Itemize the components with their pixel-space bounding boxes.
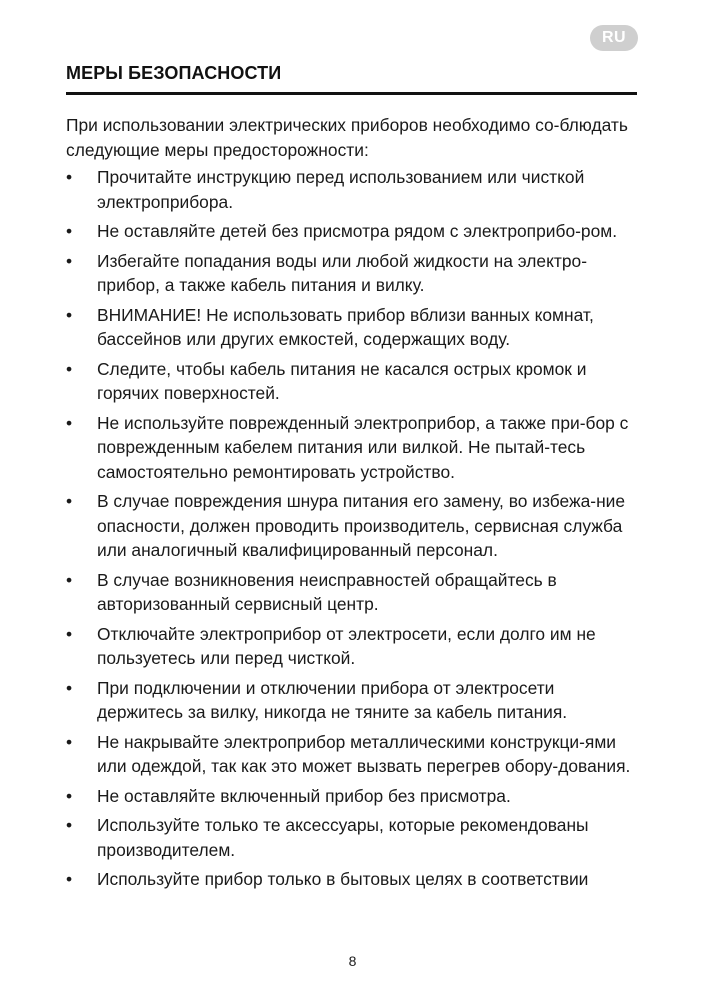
list-item-text: Не используйте поврежденный электроприбор, а также при-бор с поврежденным кабелем питания или вилкой. Не пытай-тесь самостоятельно ремонтировать устройство.: [97, 412, 629, 482]
bullet-icon: •: [66, 677, 73, 698]
list-item: [66, 489, 637, 563]
list-item: [66, 303, 637, 352]
list-item-text: Не оставляйте детей без присмотра рядом с электроприбо-ром.: [97, 221, 618, 241]
bullet-icon: •: [66, 221, 73, 241]
list-item: [66, 357, 637, 406]
bullet-icon: •: [66, 412, 73, 433]
bullet-icon: •: [66, 785, 73, 806]
list-item: [66, 219, 637, 244]
page-title: МЕРЫ БЕЗОПАСНОСТИ: [66, 63, 282, 83]
list-item-text: Используйте прибор только в бытовых целях в соответствии: [97, 869, 589, 889]
list-item: [66, 568, 637, 617]
list-item-text: В случае возникновения неисправностей обращайтесь в авторизованный сервисный центр.: [97, 569, 557, 614]
list-item: [66, 730, 637, 779]
list-item: [66, 784, 637, 809]
safety-list: [66, 165, 637, 897]
bullet-icon: •: [66, 491, 73, 511]
list-item: [66, 676, 637, 725]
page-number: 8: [348, 953, 357, 969]
language-badge: RU: [590, 25, 638, 51]
list-item-text: Используйте только те аксессуары, которые рекомендованы производителем.: [97, 815, 589, 860]
bullet-icon: •: [66, 358, 73, 379]
bullet-icon: •: [66, 167, 73, 187]
list-item-text: Не накрывайте электроприбор металлическими конструкци-ями или одеждой, так как это может вызвать перегрев обору-дования.: [97, 731, 631, 776]
intro-paragraph: При использовании электрических приборов необходимо со-блюдать следующие меры предосторожности:: [66, 115, 628, 160]
list-item: [66, 622, 637, 671]
bullet-icon: •: [66, 250, 73, 271]
title-divider: [66, 92, 637, 95]
bullet-icon: •: [66, 815, 73, 835]
bullet-icon: •: [66, 623, 73, 644]
list-item-text: Отключайте электроприбор от электросети, если долго им не пользуетесь или перед чисткой.: [97, 623, 596, 668]
list-item-text: В случае повреждения шнура питания его замену, во избежа-ние опасности, должен проводить производитель, сервисная служба или аналогичный квалифицированный персонал.: [97, 491, 626, 560]
list-item: [66, 411, 637, 485]
list-item-text: Следите, чтобы кабель питания не касался острых кромок и горячих поверхностей.: [97, 358, 587, 403]
list-item: [66, 165, 637, 214]
bullet-icon: •: [66, 304, 73, 325]
list-item-text: Избегайте попадания воды или любой жидкости на электро-прибор, а также кабель питания и вилку.: [97, 250, 587, 295]
list-item: [66, 249, 637, 298]
list-item: [66, 867, 637, 892]
list-item-text: При подключении и отключении прибора от электросети держитесь за вилку, никогда не тяните за кабель питания.: [97, 677, 568, 722]
list-item-text: ВНИМАНИЕ! Не использовать прибор вблизи ванных комнат, бассейнов или других емкостей, содержащих воду.: [97, 304, 594, 349]
bullet-icon: •: [66, 869, 73, 889]
bullet-icon: •: [66, 569, 73, 590]
bullet-icon: •: [66, 731, 73, 752]
list-item: [66, 813, 637, 862]
list-item-text: Не оставляйте включенный прибор без присмотра.: [97, 785, 511, 806]
list-item-text: Прочитайте инструкцию перед использованием или чисткой электроприбора.: [97, 167, 585, 212]
